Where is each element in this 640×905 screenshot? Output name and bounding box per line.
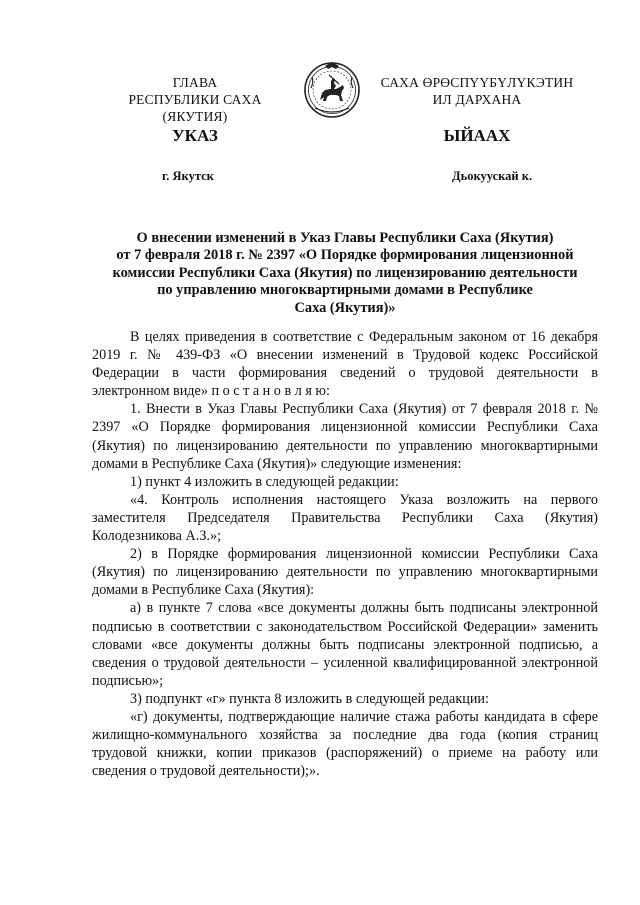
- paragraph-subitem-2a: а) в пункте 7 слова «все документы должны быть подписаны электронной подписью в соответствии с законодательством Российской Федерации» заменить словами «все документы должны быть подписаны электронной подписью, а сведения о трудовой деятельности – усиленной квалифицированной электронной подписью»;: [92, 600, 598, 689]
- emblem-icon: [303, 60, 361, 120]
- paragraph-subitem-1: 1) пункт 4 изложить в следующей редакции:: [130, 473, 399, 490]
- title-line: Саха (Якутия)»: [294, 299, 396, 316]
- header-left: [100, 74, 290, 125]
- title-line: по управлению многоквартирными домами в Республике: [157, 282, 533, 299]
- title-line: комиссии Республики Саха (Якутия) по лицензированию деятельности: [112, 264, 578, 281]
- city-yakut: Дьокуускай к.: [452, 169, 533, 183]
- doc-type-russian: УКАЗ: [172, 126, 218, 145]
- doc-type-yakut: ЫЙААХ: [443, 126, 511, 145]
- decree-body: [92, 328, 598, 780]
- decree-title: [95, 230, 595, 317]
- header-left-line1: ГЛАВА: [172, 75, 218, 90]
- paragraph-item-1: 1. Внести в Указ Главы Республики Саха (Якутия) от 7 февраля 2018 г. № 2397 «О Порядке формирования лицензионной комиссии Республики Саха (Якутия) по лицензированию деятельности по управлению многоквартирными домами в Республике Саха (Якутия)» следующие изменения:: [92, 401, 598, 472]
- paragraph-quote-4: «4. Контроль исполнения настоящего Указа возложить на первого заместителя Председателя Правительства Республики Саха (Якутия) Колодезникова А.З.»;: [92, 491, 598, 545]
- paragraph-preamble: В целях приведения в соответствие с Федеральным законом от 16 декабря 2019 г. № 439-ФЗ «О внесении изменений в Трудовой кодекс Российской Федерации в части формирования сведений о трудовой деятельности в электронном виде» п о с т а н о в л я ю:: [92, 329, 598, 400]
- city-russian: г. Якутск: [162, 169, 214, 183]
- title-line: О внесении изменений в Указ Главы Республики Саха (Якутия): [136, 230, 554, 246]
- paragraph-subitem-3: 3) подпункт «г» пункта 8 изложить в следующей редакции:: [130, 690, 489, 707]
- header-right-line1: САХА ӨРӨСПҮҮБҮЛҮКЭТИН: [380, 75, 574, 90]
- title-line: от 7 февраля 2018 г. № 2397 «О Порядке формирования лицензионной: [116, 247, 574, 264]
- header-left-line2: РЕСПУБЛИКИ САХА (ЯКУТИЯ): [128, 92, 262, 124]
- paragraph-quote-g: «г) документы, подтверждающие наличие стажа работы кандидата в сфере жилищно-коммунального хозяйства за последние два года (копия страниц трудовой книжки, копии приказов (распоряжений) о приеме на работу или сведения о трудовой деятельности);».: [92, 708, 598, 780]
- paragraph-subitem-2: 2) в Порядке формирования лицензионной комиссии Республики Саха (Якутия) по лицензированию деятельности по управлению многоквартирными домами в Республике Саха (Якутия):: [92, 546, 598, 599]
- header-right: [372, 74, 582, 108]
- header-right-line2: ИЛ ДАРХАНА: [432, 92, 522, 107]
